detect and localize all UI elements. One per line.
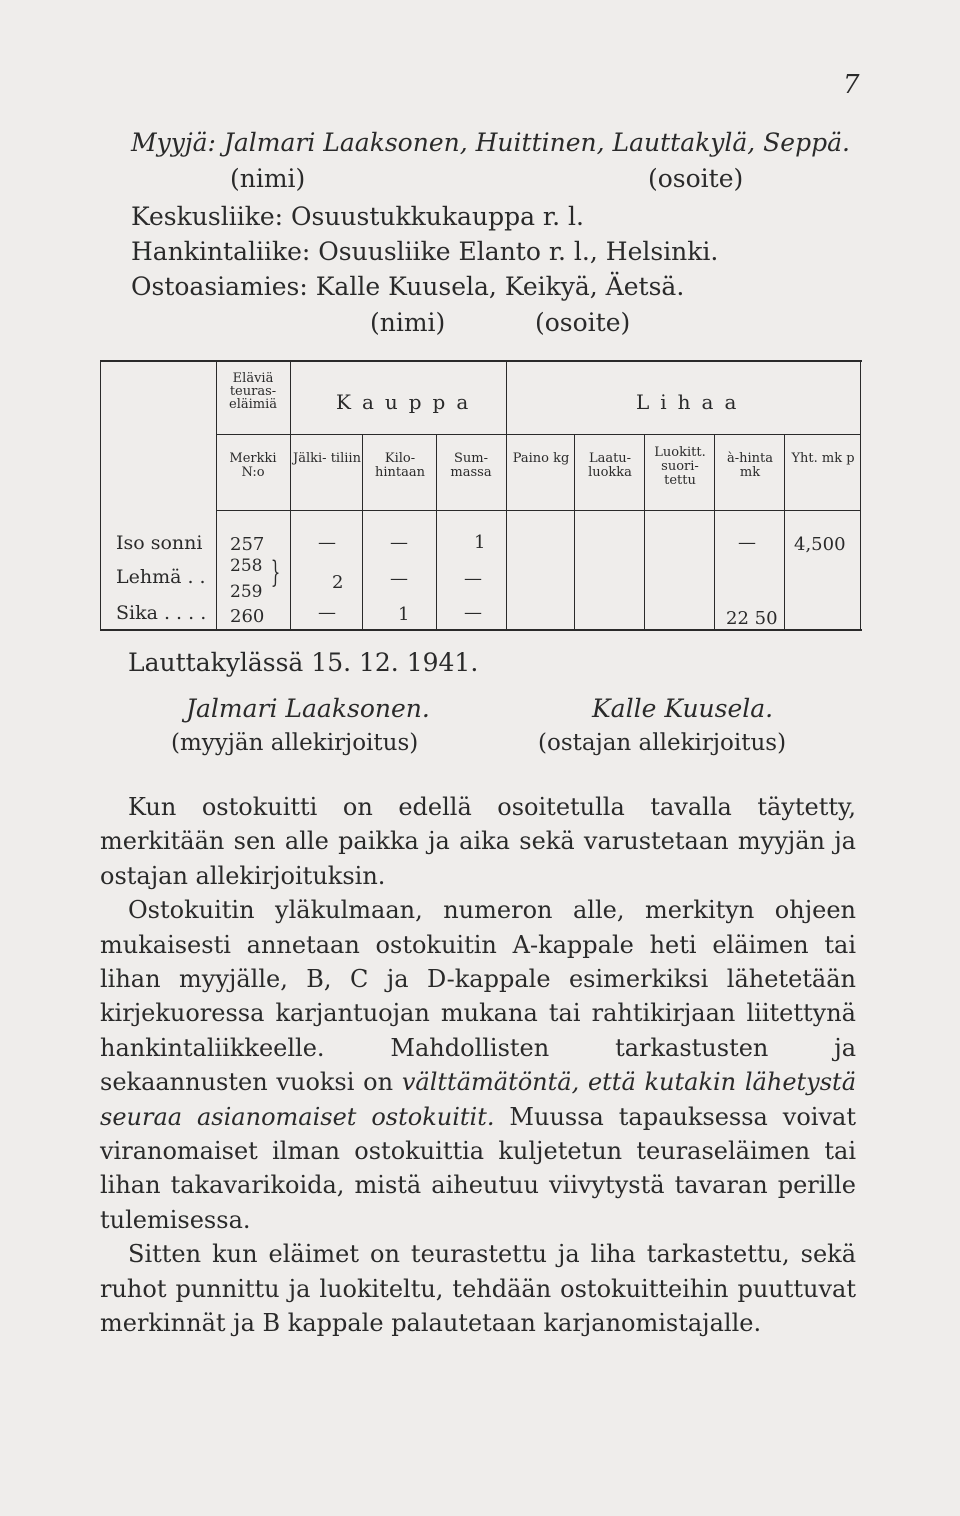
row-label-pig: Sika . . . . [116,602,207,624]
col-unit-price: à-hinta mk [726,451,774,480]
seller-line: Myyjä: Jalmari Laaksonen, Huittinen, Lauttakylä, Seppä. [131,128,850,157]
page-number: 7 [843,70,860,100]
header-trade: Kauppa [336,390,480,414]
instruction-paragraph [100,893,856,1237]
cell-mark: 259 [230,582,263,602]
instruction-text: Ostokuitin yläkulmaan, numeron alle, merkityn ohjeen mukaisesti annetaan ostokuitin A-kappale heti eläimen tai lihan myyjälle, B, C ja D-kappale esimerkiksi lähetetään kirjekuoressa karjantuojan mukana tai rahtikirjaan liitettynä hankintaliikkeelle. Mahdollisten tarkastusten ja sekaannusten vuoksi on [100,896,856,1097]
table-top-rule [100,360,862,362]
cell-mark: 257 [230,534,265,555]
row-label-bull: Iso sonni [116,532,203,554]
header-meat: Lihaa [636,390,748,414]
buyer-signature: Kalle Kuusela. [592,694,774,723]
cell-lump: — [464,602,482,623]
row-label-cow: Lehmä . . [116,566,206,588]
col-weight: Paino kg [512,451,570,466]
cell-kilo: — [390,568,408,589]
seller-signature-caption: (myyjän allekirjoitus) [171,730,419,756]
col-resale: Jälki- tiliin [293,451,361,466]
instruction-paragraph: Kun ostokuitti on edellä osoitetulla tavalla täytetty, merkitään sen alle paikka ja aika sekä varustetaan myyjän ja ostajan allekirjoituksin. [100,793,856,890]
col-kilo-price: Kilo- hintaan [374,451,425,480]
seller-address-hint: (osoite) [648,164,744,193]
instruction-paragraph: Sitten kun eläimet on teurastettu ja liha tarkastettu, sekä ruhot punnittu ja luokiteltu, tehdään ostokuitteihin puuttuvat merkinnät ja B kappale palautetaan karjanomistajalle. [100,1240,856,1338]
buyer-signature-caption: (ostajan allekirjoitus) [538,730,787,756]
cell-lump: 1 [474,532,486,553]
col-quality: Laatu- luokka [588,451,632,480]
purchase-table [100,360,862,632]
agent-address-hint: (osoite) [535,308,631,337]
cell-lump: — [464,568,482,589]
cell-unit-price: — [738,532,756,553]
purchase-store-line: Hankintaliike: Osuusliike Elanto r. l., Helsinki. [131,237,719,266]
place-date: Lauttakylässä 15. 12. 1941. [128,648,479,677]
central-store-line: Keskusliike: Osuustukkukauppa r. l. [131,202,584,231]
col-mark: Merkki N:o [229,451,277,480]
header-live-animals: Eläviä teuras- eläimiä [229,371,277,412]
brace-mark: } [270,555,281,590]
cell-resale: — [318,532,336,553]
cell-resale: 2 [332,572,344,593]
instructions [100,790,856,1341]
cell-unit-price: 22 50 [726,608,778,629]
seller-name-hint: (nimi) [230,164,306,193]
cell-kilo: 1 [398,604,410,625]
cell-mark: 258 [230,556,263,576]
cell-total: 4,500 [794,534,846,555]
agent-name-hint: (nimi) [370,308,446,337]
cell-resale: — [318,602,336,623]
instruction-emphasis: välttämätöntä, että kutakin lähetystä seuraa asianomaiset ostokuitit. [100,1068,856,1131]
seller-signature: Jalmari Laaksonen. [186,694,430,723]
agent-line: Ostoasiamies: Kalle Kuusela, Keikyä, Äetsä. [131,272,685,301]
table-bottom-rule [100,629,862,631]
col-total: Yht. mk p [791,451,855,466]
cell-mark: 260 [230,606,265,627]
col-grading: Luokitt. suori- tettu [654,445,706,488]
col-lump-sum: Sum- massa [450,451,492,480]
instruction-text: Muussa tapauksessa voivat viranomaiset ilman ostokuittia kuljetetun teuraseläimen tai lihan takavarikoida, mistä aiheutuu viivytystä tavaran perille tulemisessa. [100,1102,856,1234]
cell-kilo: — [390,532,408,553]
